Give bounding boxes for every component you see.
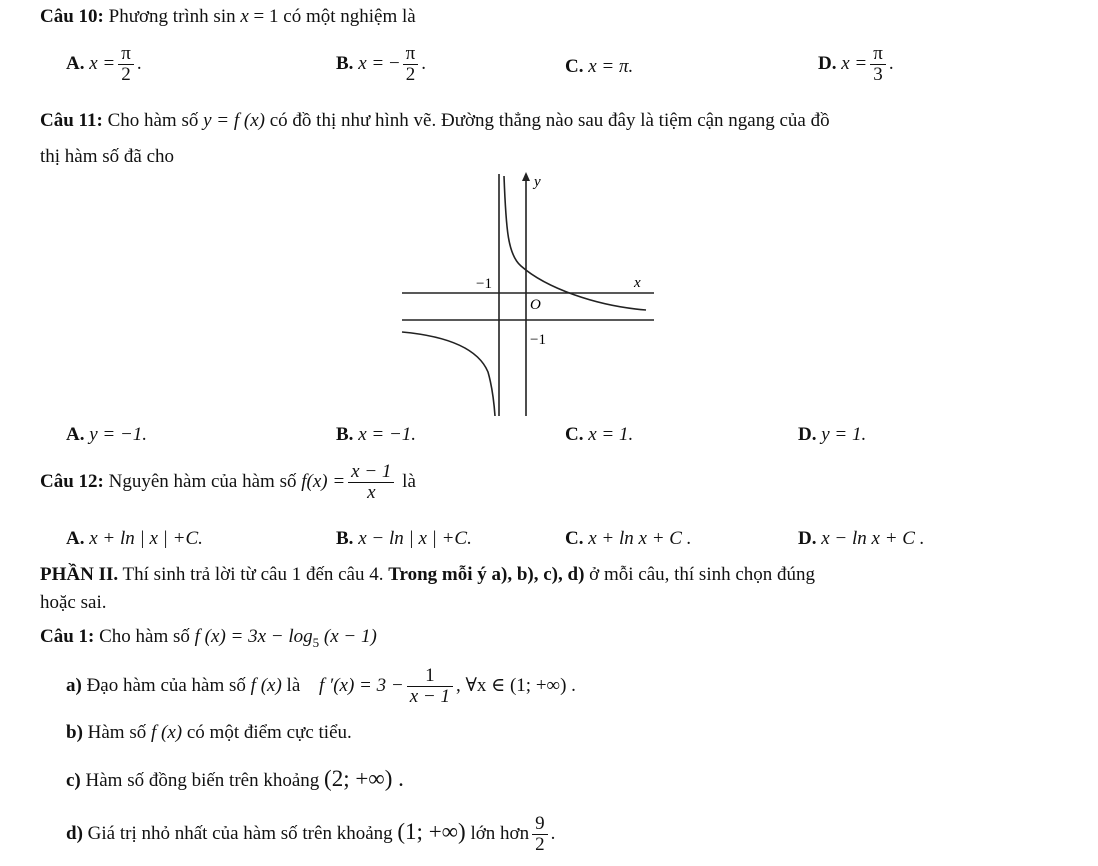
fraction-num: 1 <box>407 666 453 687</box>
item-text: Giá trị nhỏ nhất của hàm số trên khoảng <box>87 822 393 844</box>
q11-graph <box>396 170 656 418</box>
item-la: là <box>286 674 301 696</box>
option-letter: D. <box>798 528 817 549</box>
option-suffix: . <box>421 52 427 74</box>
origin-label: O <box>530 297 541 313</box>
option-expr: y = −1. <box>89 424 148 445</box>
fraction <box>118 44 134 85</box>
q12-option-a[interactable] <box>66 528 203 550</box>
option-letter: B. <box>336 424 354 445</box>
part2-text-a: Thí sinh trả lời từ câu 1 đến câu 4. <box>122 564 384 585</box>
q10-text2: có một nghiệm là <box>283 6 416 27</box>
y-axis-label: y <box>534 174 541 190</box>
tick-x-label: −1 <box>476 276 492 292</box>
c1-item-c[interactable] <box>66 766 404 792</box>
part2-text-c: ở mỗi câu, thí sinh chọn đúng <box>589 564 816 585</box>
option-expr: x + ln x + C . <box>588 528 692 549</box>
item-label: d) <box>66 822 83 844</box>
q10-label: Câu 10: <box>40 6 104 27</box>
fraction-den: 2 <box>535 833 545 855</box>
q12-option-d[interactable] <box>798 528 924 550</box>
option-letter: C. <box>565 424 584 445</box>
option-letter: B. <box>336 52 354 74</box>
part2-line2: hoặc sai. <box>40 592 107 613</box>
q11-stem-line2: thị hàm số đã cho <box>40 146 175 167</box>
fraction-den: 2 <box>405 63 416 85</box>
option-letter: A. <box>66 52 85 74</box>
q10-eq-var: x <box>240 6 249 27</box>
q12-text: Nguyên hàm của hàm số <box>108 470 297 492</box>
fraction-num: x − 1 <box>348 462 394 483</box>
q12-option-c[interactable] <box>565 528 691 550</box>
option-expr: x − ln x + C . <box>821 528 925 549</box>
option-expr: x = π. <box>588 56 634 77</box>
fraction-den: x − 1 <box>409 685 450 707</box>
c1-sub: 5 <box>312 634 320 650</box>
c1-text: Cho hàm số <box>99 626 190 647</box>
q10-eq-lhs: sin <box>213 6 236 27</box>
c1-item-d[interactable] <box>66 814 555 855</box>
item-mid: lớn hơn <box>470 822 530 844</box>
q11-text-a: Cho hàm số <box>107 110 199 131</box>
option-expr: x + ln | x | +C. <box>89 528 203 549</box>
item-lhs: f ′(x) = 3 − <box>319 674 404 696</box>
q11-option-a[interactable] <box>66 424 147 446</box>
option-letter: D. <box>798 424 817 445</box>
item-text: Hàm số đồng biến trên khoảng <box>85 770 320 791</box>
q10-option-a[interactable] <box>66 44 142 85</box>
item-label: a) <box>66 674 82 696</box>
item-label: c) <box>66 770 81 791</box>
fraction <box>870 44 886 85</box>
item-tail: có một điểm cực tiểu. <box>186 722 352 743</box>
q10-stem <box>40 6 416 28</box>
fraction-den: 3 <box>873 63 883 85</box>
option-sign: − <box>388 52 400 74</box>
q10-eq-rhs: = 1 <box>253 6 279 27</box>
item-func: f (x) <box>150 722 183 743</box>
y-axis-arrow <box>522 172 530 181</box>
fraction-den: 2 <box>121 63 131 85</box>
c1-item-b[interactable] <box>66 722 352 744</box>
option-prefix: x = <box>358 52 385 74</box>
item-text: Đạo hàm của hàm số <box>86 674 246 696</box>
q12-text2: là <box>402 470 416 492</box>
fraction-num: π <box>403 44 419 65</box>
q11-label: Câu 11: <box>40 110 103 131</box>
q11-stem <box>40 110 830 132</box>
fraction <box>407 666 453 707</box>
q12-func-lhs: f(x) = <box>301 470 346 492</box>
fraction-num: 9 <box>532 814 548 835</box>
q11-option-c[interactable] <box>565 424 633 446</box>
part2-heading-line <box>40 564 815 586</box>
item-text: Hàm số <box>87 722 147 743</box>
option-expr: x − ln | x | +C. <box>358 528 472 549</box>
c1-item-a[interactable] <box>66 666 576 707</box>
fraction <box>403 44 419 85</box>
c1-func: f (x) = 3x − log <box>194 626 313 647</box>
q11-func: y = f (x) <box>203 110 265 131</box>
q10-option-c[interactable] <box>565 56 633 78</box>
q11-option-d[interactable] <box>798 424 866 446</box>
q12-option-b[interactable] <box>336 528 472 550</box>
tick-y-label: −1 <box>530 332 546 348</box>
option-expr: x = 1. <box>588 424 634 445</box>
option-letter: C. <box>565 56 584 77</box>
fraction <box>532 814 548 855</box>
q12-stem <box>40 462 416 503</box>
q11-text-b: có đồ thị như hình vẽ. Đường thẳng nào sau đây là tiệm cận ngang của đồ <box>269 110 830 131</box>
item-interval: (2; +∞) . <box>324 766 404 791</box>
q11-option-b[interactable] <box>336 424 416 446</box>
item-label: b) <box>66 722 83 743</box>
fraction-num: π <box>118 44 134 65</box>
c1-label: Câu 1: <box>40 626 95 647</box>
option-letter: C. <box>565 528 584 549</box>
option-letter: A. <box>66 528 85 549</box>
c1-stem <box>40 626 377 651</box>
option-letter: A. <box>66 424 85 445</box>
q10-text: Phương trình <box>108 6 209 27</box>
option-expr: y = 1. <box>821 424 867 445</box>
option-letter: B. <box>336 528 354 549</box>
left-branch <box>402 332 495 416</box>
item-tail: . <box>550 822 556 844</box>
q10-option-b[interactable] <box>336 44 426 85</box>
option-prefix: x = <box>89 52 116 74</box>
option-letter: D. <box>818 52 837 74</box>
option-suffix: . <box>136 52 142 74</box>
part2-heading: PHẦN II. <box>40 564 119 585</box>
option-prefix: x = <box>841 52 868 74</box>
option-expr: x = −1. <box>358 424 417 445</box>
item-func: f (x) <box>250 674 282 696</box>
option-suffix: . <box>888 52 894 74</box>
item-interval: (1; +∞) <box>397 818 466 844</box>
fraction-num: π <box>870 44 886 65</box>
fraction-den: x <box>367 481 376 503</box>
c1-func-end: (x − 1) <box>323 626 377 647</box>
q10-option-d[interactable] <box>818 44 894 85</box>
part2-text-b: Trong mỗi ý a), b), c), d) <box>388 564 585 585</box>
q12-label: Câu 12: <box>40 470 104 492</box>
fraction <box>348 462 394 503</box>
item-tail: , ∀x ∈ (1; +∞) . <box>455 674 576 696</box>
x-axis-label: x <box>634 275 641 291</box>
